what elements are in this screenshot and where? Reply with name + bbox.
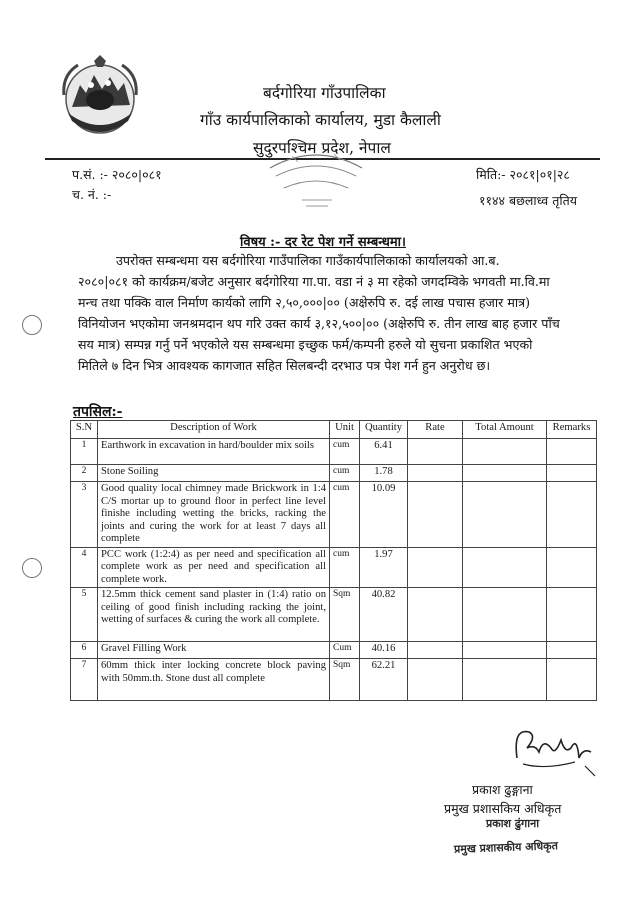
cell-remarks [547,659,597,701]
cell-rate [408,547,463,588]
cell-quantity: 62.21 [360,659,408,701]
table-row [71,588,597,642]
cell-sn: 7 [71,659,98,701]
cell-sn: 4 [71,547,98,588]
cell-rate [408,482,463,548]
cell-unit: Cum [330,642,360,659]
cell-sn: 5 [71,588,98,642]
cell-description: 12.5mm thick cement sand plaster in (1:4) ratio on ceiling of good finish including racking the joint, wetting of surfaces & curing the work all complete. [98,588,330,642]
cell-total-amount [463,465,547,482]
cell-total-amount [463,588,547,642]
cell-quantity: 6.41 [360,439,408,465]
cell-rate [408,659,463,701]
cell-remarks [547,439,597,465]
body-line: सय मात्र) सम्पन्न गर्नु पर्ने भएकोले यस सम्बन्धमा इच्छुक फर्म/कम्पनी हरुले यो सुचना प्रकाशित भएको [78,337,533,352]
cell-sn: 1 [71,439,98,465]
cell-description: Earthwork in excavation in hard/boulder mix soils [98,439,330,465]
body-line: मन्च तथा पक्कि वाल निर्माण कार्यको लागि २,५०,०००|०० (अक्षेरुपि रु. दई लाख पचास हजार मात्र) [78,295,530,310]
cell-quantity: 1.78 [360,465,408,482]
table-row [71,465,597,482]
seal-name: प्रकाश ढुंगाना [486,817,540,830]
cell-remarks [547,482,597,548]
signatory-title: प्रमुख प्रशासकिय अधिकृत [444,801,562,816]
office-name: गाँउ कार्यपालिकाको कार्यालय, मुडा कैलाली [200,111,441,129]
cell-description: Stone Soiling [98,465,330,482]
signatory-name: प्रकाश ढुङ्गाना [472,782,533,797]
cell-remarks [547,642,597,659]
table-row [71,547,597,588]
cell-remarks [547,465,597,482]
cell-quantity: 40.82 [360,588,408,642]
cell-quantity: 40.16 [360,642,408,659]
col-header-remarks: Remarks [547,421,597,439]
cell-total-amount [463,659,547,701]
subject-line: विषय :- दर रेट पेश गर्ने सम्बन्धमा। [240,235,406,250]
tapasil-heading: तपसिल:- [73,404,123,420]
cell-unit: Sqm [330,659,360,701]
cell-unit: cum [330,482,360,548]
body-line: मितिले ७ दिन भित्र आवश्यक कागजात सहित सिलबन्दी दरभाउ पत्र पेश गर्न हुन अनुरोध छ। [78,358,491,373]
letter-date: मिति:- २०८१|०१|२८ [476,167,570,182]
cell-total-amount [463,642,547,659]
table-row [71,439,597,465]
col-header-quantity: Quantity [360,421,408,439]
cell-sn: 2 [71,465,98,482]
col-header-unit: Unit [330,421,360,439]
cell-total-amount [463,547,547,588]
body-line: २०८०|०८१ को कार्यक्रम/बजेट अनुसार बर्दगोरिया गा.पा. वडा नं ३ मा रहेको जगदम्विके भगवती मा.वि.मा [78,274,550,289]
works-table [70,420,597,701]
cell-unit: cum [330,547,360,588]
cell-unit: cum [330,465,360,482]
body-line: उपरोक्त सम्बन्धमा यस बर्दगोरिया गाउँपालिका गाउँकार्यपालिकाको कार्यालयको आ.ब. [116,253,500,268]
body-line: विनियोजन भएकोमा जनश्रमदान थप गरि उक्त कार्य ३,१२,५००|०० (अक्षेरुपि रु. तीन लाख बाह हजार पाँच [78,316,560,331]
cell-remarks [547,547,597,588]
cell-total-amount [463,482,547,548]
chalani-number: च. नं. :- [72,187,112,202]
cell-unit: cum [330,439,360,465]
col-header-rate: Rate [408,421,463,439]
table-row [71,642,597,659]
province-name: सुदुरपश्चिम प्रदेश, नेपाल [253,139,391,157]
cell-rate [408,588,463,642]
weekday-line: ११४४ बछलाध्व तृतिय [479,193,577,208]
cell-rate [408,642,463,659]
cell-sn: 6 [71,642,98,659]
punch-hole [22,558,42,578]
handwritten-signature [505,718,600,780]
cell-rate [408,465,463,482]
cell-quantity: 1.97 [360,547,408,588]
patra-sankhya: प.सं. :- २०८०|०८१ [72,167,162,182]
table-header-row [71,421,597,439]
cell-description: 60mm thick inter locking concrete block paving with 50mm.th. Stone dust all complete [98,659,330,701]
cell-description: PCC work (1:2:4) as per need and specification all complete work as per need and specification all complete work. [98,547,330,588]
cell-total-amount [463,439,547,465]
punch-hole [22,315,42,335]
seal-title: प्रमुख प्रशासकीय अधिकृत [453,839,559,856]
cell-quantity: 10.09 [360,482,408,548]
cell-description: Good quality local chimney made Brickwork in 1:4 C/S mortar up to ground floor in perfect line level finishe including wetting the bricks, racking the joints and curing the work for at least 7 days all complete [98,482,330,548]
cell-unit: Sqm [330,588,360,642]
col-header-sn: S.N [71,421,98,439]
cell-sn: 3 [71,482,98,548]
cell-description: Gravel Filling Work [98,642,330,659]
cell-remarks [547,588,597,642]
notice-body [78,250,600,376]
col-header-description: Description of Work [98,421,330,439]
cell-rate [408,439,463,465]
col-header-total-amount: Total Amount [463,421,547,439]
nepal-emblem-logo [58,55,142,139]
municipality-name: बर्दगोरिया गाँउपालिका [263,84,386,102]
table-row [71,659,597,701]
office-stamp [262,148,370,214]
table-row [71,482,597,548]
